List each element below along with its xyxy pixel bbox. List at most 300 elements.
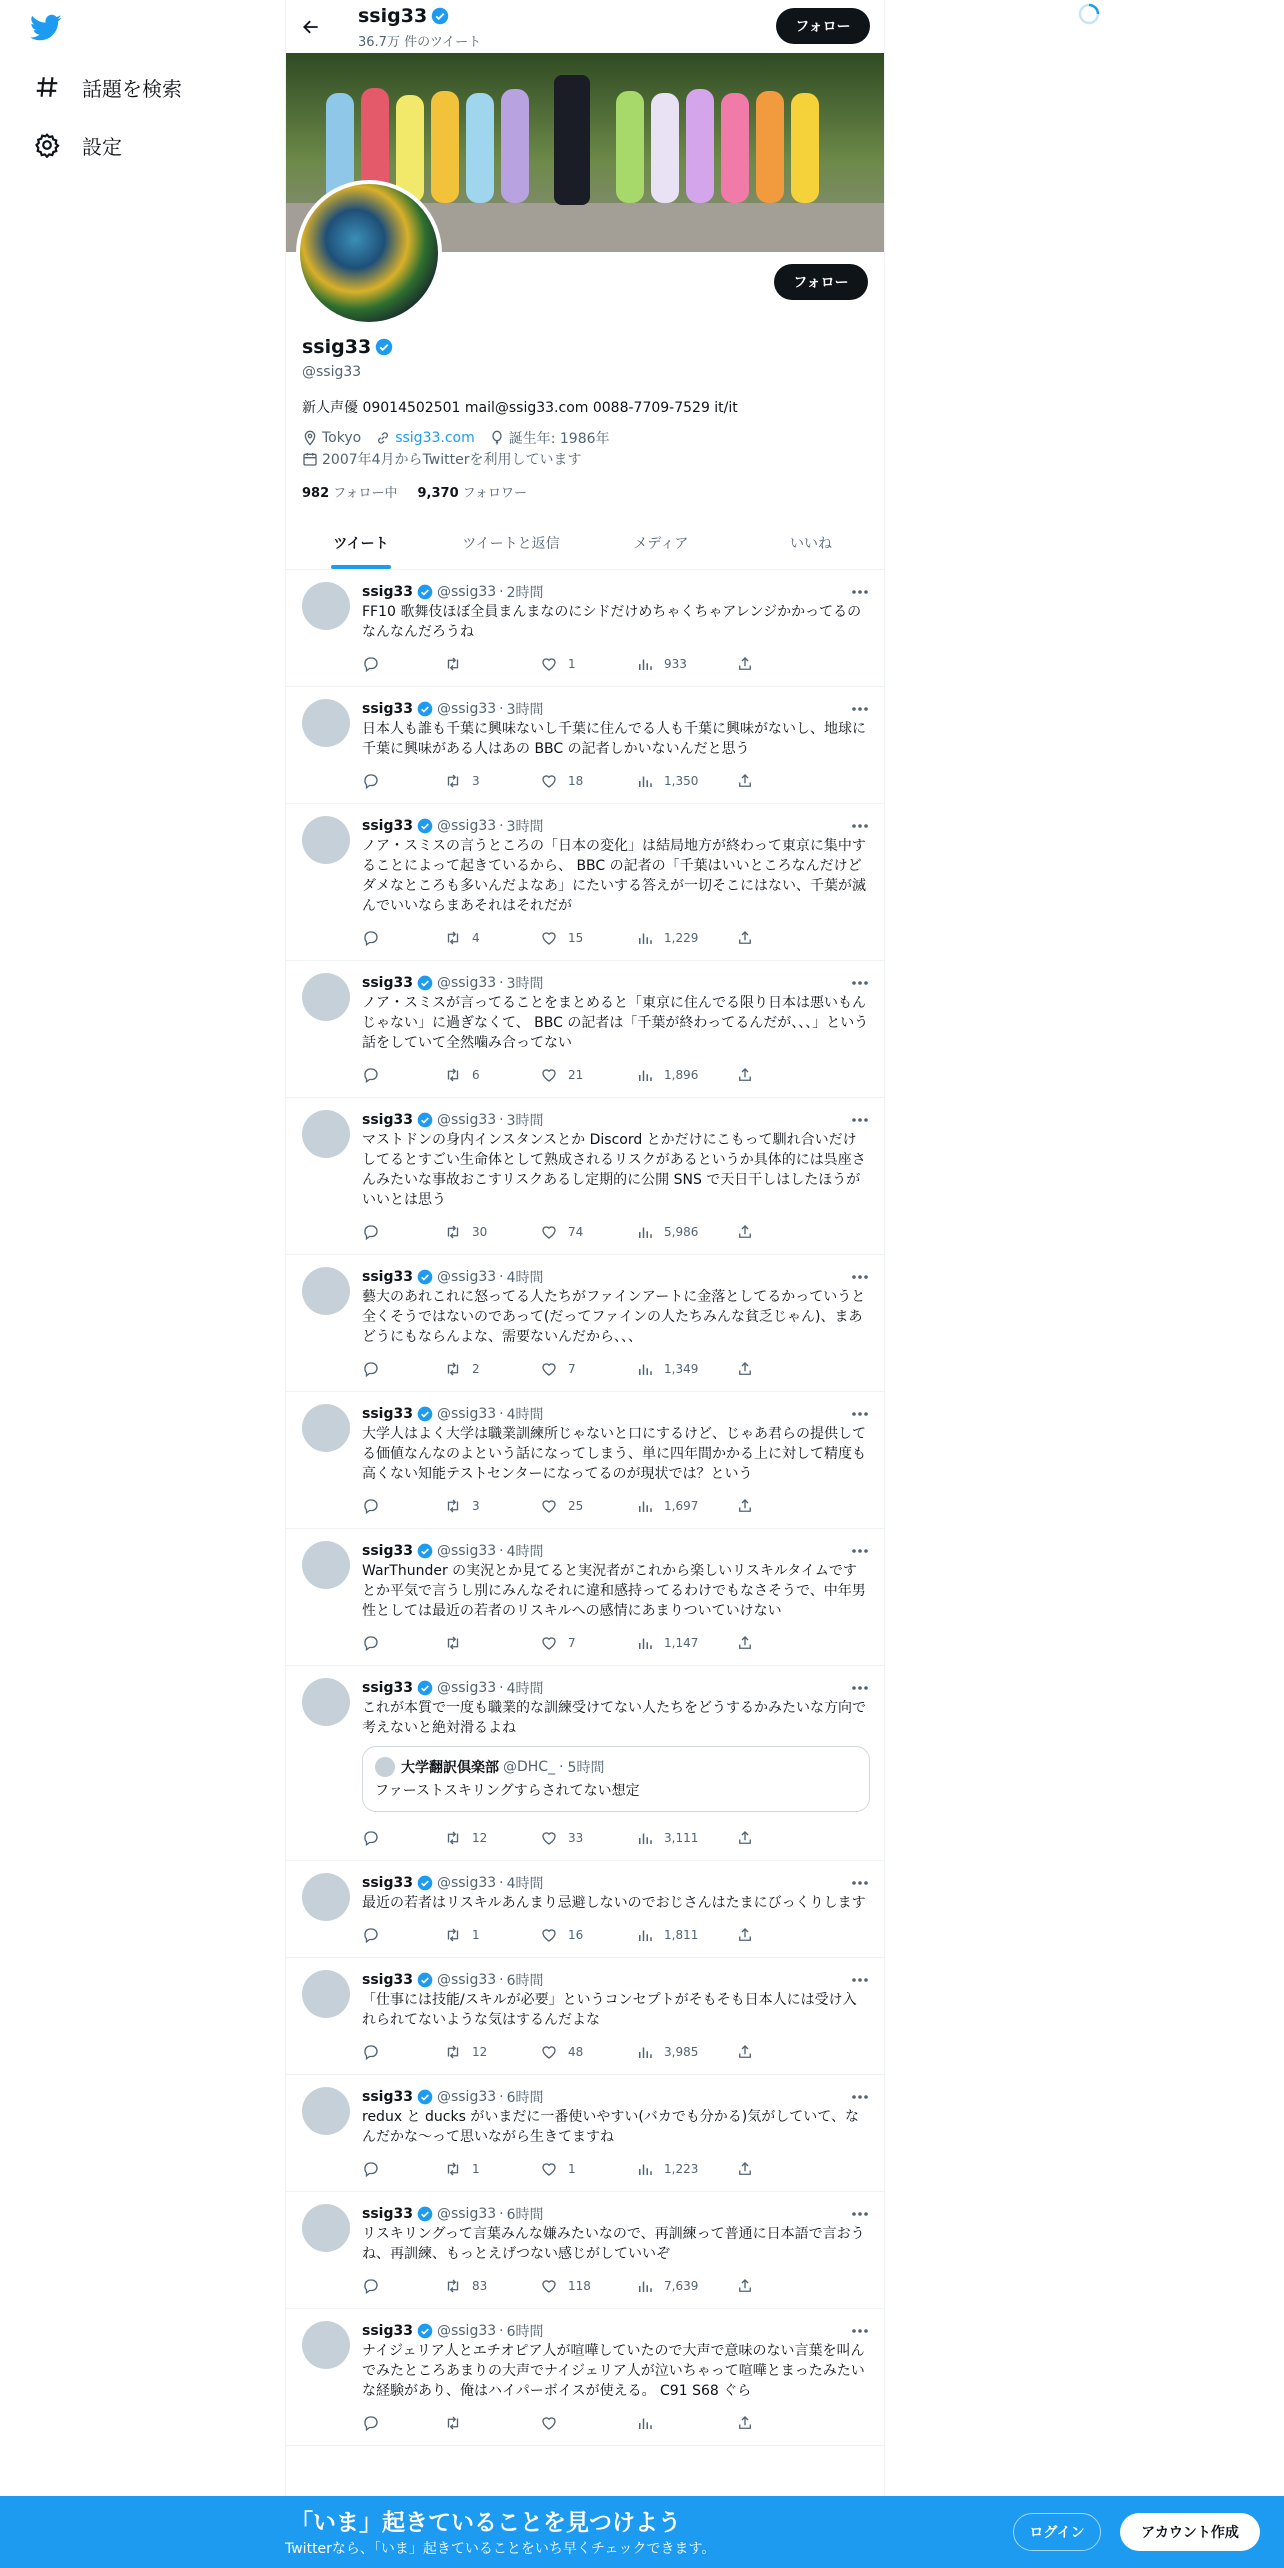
- tweet-header: [362, 2321, 870, 2341]
- views-button[interactable]: [636, 1829, 736, 1847]
- reply-button[interactable]: [362, 929, 444, 947]
- bar-chart-icon: [636, 772, 664, 790]
- tweet-time[interactable]: 3時間: [506, 976, 544, 992]
- profile-website-link[interactable]: ssig33.com: [395, 430, 475, 446]
- retweet-button[interactable]: [444, 2277, 540, 2295]
- more-options-icon[interactable]: [850, 1680, 870, 1696]
- tweet-actions: [362, 759, 870, 803]
- tweet-text: 藝大のあれこれに怒ってる人たちがファインアートに金落としてるかっていうと全くそうではないのであって(だってファインの人たちみんな貧乏じゃん)、まあどうにもならんよな、需要ないんだから、、、: [362, 1289, 866, 1345]
- views-button[interactable]: [636, 2414, 736, 2432]
- like-button[interactable]: [540, 1223, 636, 1241]
- share-button[interactable]: [736, 655, 764, 673]
- verified-badge-icon: [417, 1269, 433, 1285]
- like-count: 33: [568, 1831, 584, 1845]
- tweet-author-name[interactable]: ssig33: [362, 2089, 413, 2105]
- tweet-time[interactable]: 6時間: [506, 1973, 544, 1989]
- twitter-logo-icon[interactable]: [30, 14, 62, 42]
- separator-dot: ·: [499, 1269, 504, 1285]
- tab-tweets[interactable]: ツイート: [286, 517, 436, 569]
- more-options-icon[interactable]: [850, 1875, 870, 1891]
- more-options-icon[interactable]: [850, 975, 870, 991]
- tweet-author-handle[interactable]: @ssig33: [436, 2206, 497, 2222]
- profile-follow-button[interactable]: フォロー: [774, 264, 868, 300]
- separator-dot: ·: [499, 1875, 504, 1891]
- share-button[interactable]: [736, 2160, 764, 2178]
- tweet-body: [362, 1970, 870, 2074]
- views-button[interactable]: [636, 1926, 736, 1944]
- tweet-time[interactable]: 4時間: [506, 1681, 544, 1697]
- reply-button[interactable]: [362, 2414, 444, 2432]
- main-column: [285, 0, 885, 2568]
- more-options-icon[interactable]: [850, 1112, 870, 1128]
- retweet-count: 2: [472, 1362, 480, 1376]
- tweet-author-handle[interactable]: @ssig33: [436, 975, 497, 991]
- share-button[interactable]: [736, 1360, 764, 1378]
- tweet-body: [362, 2204, 870, 2308]
- bar-chart-icon: [636, 2277, 664, 2295]
- share-button[interactable]: [736, 772, 764, 790]
- tweet[interactable]: [286, 1666, 885, 1861]
- quoted-author-name: 大学翻訳倶楽部: [401, 1760, 499, 1776]
- like-button[interactable]: [540, 772, 636, 790]
- retweet-button[interactable]: [444, 929, 540, 947]
- tweet-actions: [362, 1053, 870, 1097]
- tweet-actions: [362, 1913, 870, 1957]
- avatar[interactable]: [302, 816, 350, 864]
- tweet-body: [362, 1873, 870, 1957]
- tweet-author-name[interactable]: ssig33: [362, 1269, 413, 1285]
- tweet-author-name[interactable]: ssig33: [362, 1112, 413, 1128]
- view-count: 1,697: [664, 1499, 699, 1513]
- like-button[interactable]: [540, 1360, 636, 1378]
- share-button[interactable]: [736, 2043, 764, 2061]
- tweet-time[interactable]: 6時間: [506, 2207, 544, 2223]
- like-count: 118: [568, 2279, 591, 2293]
- tweet[interactable]: [286, 961, 885, 1098]
- quoted-author-handle: @DHC_: [503, 1759, 556, 1775]
- heart-icon: [540, 1066, 568, 1084]
- retweet-button[interactable]: [444, 772, 540, 790]
- tweet-author-handle[interactable]: @ssig33: [436, 584, 497, 600]
- like-count: 16: [568, 1928, 584, 1942]
- separator-dot: ·: [559, 1759, 564, 1775]
- share-button[interactable]: [736, 1223, 764, 1241]
- share-button[interactable]: [736, 1634, 764, 1652]
- share-button[interactable]: [736, 2414, 764, 2432]
- tweet-author-name[interactable]: ssig33: [362, 701, 413, 717]
- like-button[interactable]: [540, 929, 636, 947]
- view-count: 3,985: [664, 2045, 699, 2059]
- like-button[interactable]: [540, 2043, 636, 2061]
- avatar[interactable]: [302, 1970, 350, 2018]
- retweet-icon: [444, 772, 472, 790]
- views-button[interactable]: [636, 1497, 736, 1515]
- retweet-count: 6: [472, 1068, 480, 1082]
- tweet[interactable]: [286, 2075, 885, 2192]
- tab-likes[interactable]: いいね: [790, 536, 832, 552]
- retweet-button[interactable]: [444, 1926, 540, 1944]
- profile-name: [302, 336, 393, 358]
- quoted-tweet-header: [375, 1757, 857, 1777]
- share-button[interactable]: [736, 1066, 764, 1084]
- tweet-body: [362, 816, 870, 960]
- avatar[interactable]: [302, 1873, 350, 1921]
- tweet-time[interactable]: 2時間: [506, 585, 544, 601]
- tweet-time[interactable]: 3時間: [506, 819, 544, 835]
- separator-dot: ·: [499, 2206, 504, 2222]
- reply-button[interactable]: [362, 655, 444, 673]
- like-button[interactable]: [540, 1497, 636, 1515]
- tweet-text: マストドンの身内インスタンスとか Discord とかだけにこもって馴れ合いだけしてるとすごい生命体として熟成されるリスクがあるというか具体的には呉座さんみたいな事故おこすリスクあるし定期的に公開 SNS で天日干しはしたほうがいいとは思う: [362, 1132, 866, 1208]
- reply-icon: [362, 1066, 390, 1084]
- bar-chart-icon: [636, 2160, 664, 2178]
- retweet-button[interactable]: [444, 1360, 540, 1378]
- tweet[interactable]: [286, 1098, 885, 1255]
- tweet-time[interactable]: 4時間: [506, 1407, 544, 1423]
- retweet-button[interactable]: [444, 655, 540, 673]
- separator-dot: ·: [499, 1112, 504, 1128]
- retweet-button[interactable]: [444, 2043, 540, 2061]
- reply-icon: [362, 1829, 390, 1847]
- tweet-actions: [362, 916, 870, 960]
- avatar[interactable]: [302, 973, 350, 1021]
- loading-spinner-icon: [1077, 2, 1101, 26]
- like-button[interactable]: [540, 2160, 636, 2178]
- tweet[interactable]: [286, 1861, 885, 1958]
- like-button[interactable]: [540, 1829, 636, 1847]
- header-follow-button[interactable]: フォロー: [776, 8, 870, 44]
- retweet-icon: [444, 1066, 472, 1084]
- tweet-author-handle[interactable]: @ssig33: [436, 701, 497, 717]
- nav-explore-label: 話題を検索: [82, 76, 182, 101]
- share-icon: [736, 1360, 764, 1378]
- tweet[interactable]: [286, 2309, 885, 2446]
- tweet-time[interactable]: 4時間: [506, 1544, 544, 1560]
- hashtag-icon: [34, 74, 60, 100]
- views-button[interactable]: [636, 1634, 736, 1652]
- like-button[interactable]: [540, 2277, 636, 2295]
- followers-link[interactable]: [418, 482, 527, 501]
- tweet-author-name[interactable]: ssig33: [362, 975, 413, 991]
- tweet-actions: [362, 2401, 870, 2445]
- avatar[interactable]: [302, 1541, 350, 1589]
- tweet-author-handle[interactable]: @ssig33: [436, 2089, 497, 2105]
- separator-dot: ·: [499, 2323, 504, 2339]
- avatar[interactable]: [302, 1678, 350, 1726]
- more-options-icon[interactable]: [850, 2323, 870, 2339]
- heart-icon: [540, 2414, 568, 2432]
- tweet-author-name[interactable]: ssig33: [362, 1875, 413, 1891]
- tweet-body: [362, 1267, 870, 1391]
- reply-button[interactable]: [362, 1634, 444, 1652]
- tweet-author-handle[interactable]: @ssig33: [436, 1406, 497, 1422]
- tweet-author-handle[interactable]: @ssig33: [436, 1680, 497, 1696]
- link-icon: [375, 430, 391, 446]
- more-options-icon[interactable]: [850, 1543, 870, 1559]
- tweet[interactable]: [286, 804, 885, 961]
- retweet-button[interactable]: [444, 1223, 540, 1241]
- verified-badge-icon: [417, 818, 433, 834]
- reply-button[interactable]: [362, 1829, 444, 1847]
- left-navigation: [0, 0, 285, 200]
- bar-chart-icon: [636, 1829, 664, 1847]
- share-icon: [736, 2043, 764, 2061]
- more-options-icon[interactable]: [850, 818, 870, 834]
- followers-count: 9,370: [417, 486, 459, 501]
- tweet-body: [362, 1678, 870, 1860]
- tweet-time[interactable]: 4時間: [506, 1270, 544, 1286]
- share-button[interactable]: [736, 929, 764, 947]
- reply-icon: [362, 1360, 390, 1378]
- tweet-header: [362, 2087, 870, 2107]
- reply-button[interactable]: [362, 2277, 444, 2295]
- like-count: 21: [568, 1068, 584, 1082]
- bar-chart-icon: [636, 1497, 664, 1515]
- share-icon: [736, 1066, 764, 1084]
- tweet-author-handle[interactable]: @ssig33: [436, 1972, 497, 1988]
- retweet-icon: [444, 2160, 472, 2178]
- tweet-body: [362, 582, 870, 686]
- heart-icon: [540, 1360, 568, 1378]
- tweet-time[interactable]: 6時間: [506, 2324, 544, 2340]
- views-button[interactable]: [636, 2277, 736, 2295]
- retweet-button[interactable]: [444, 2414, 540, 2432]
- like-count: 7: [568, 1636, 576, 1650]
- reply-button[interactable]: [362, 2160, 444, 2178]
- retweet-count: 30: [472, 1225, 488, 1239]
- retweet-button[interactable]: [444, 1634, 540, 1652]
- view-count: 1,896: [664, 1068, 699, 1082]
- like-button[interactable]: [540, 2414, 636, 2432]
- tweet-header: [362, 1970, 870, 1990]
- tweet-header: [362, 1404, 870, 1424]
- tweet-author-handle[interactable]: @ssig33: [436, 1269, 497, 1285]
- tweet[interactable]: [286, 687, 885, 804]
- heart-icon: [540, 2160, 568, 2178]
- like-button[interactable]: [540, 1926, 636, 1944]
- retweet-button[interactable]: [444, 1829, 540, 1847]
- more-options-icon[interactable]: [850, 584, 870, 600]
- tweet-author-name[interactable]: ssig33: [362, 2206, 413, 2222]
- views-button[interactable]: [636, 655, 736, 673]
- retweet-button[interactable]: [444, 2160, 540, 2178]
- tweet-actions: [362, 2147, 870, 2191]
- reply-button[interactable]: [362, 1223, 444, 1241]
- tweet-author-handle[interactable]: @ssig33: [436, 2323, 497, 2339]
- tweet-author-name[interactable]: ssig33: [362, 1972, 413, 1988]
- reply-button[interactable]: [362, 1360, 444, 1378]
- tweet-author-handle[interactable]: @ssig33: [436, 818, 497, 834]
- profile-tabs: [286, 517, 885, 570]
- reply-button[interactable]: [362, 1926, 444, 1944]
- reply-icon: [362, 2043, 390, 2061]
- verified-badge-icon: [417, 1543, 433, 1559]
- share-icon: [736, 1829, 764, 1847]
- heart-icon: [540, 1497, 568, 1515]
- more-options-icon[interactable]: [850, 701, 870, 717]
- reply-icon: [362, 2277, 390, 2295]
- calendar-icon: [302, 451, 318, 467]
- verified-badge-icon: [417, 1680, 433, 1696]
- following-link[interactable]: [302, 482, 398, 501]
- avatar[interactable]: [302, 1404, 350, 1452]
- view-count: 933: [664, 657, 687, 671]
- tweet[interactable]: [286, 2192, 885, 2309]
- tweet-time[interactable]: 4時間: [506, 1876, 544, 1892]
- tweet-header: [362, 1678, 870, 1698]
- tweet-body: [362, 1110, 870, 1254]
- view-count: 1,349: [664, 1362, 699, 1376]
- avatar: [375, 1757, 395, 1777]
- tweet[interactable]: [286, 1529, 885, 1666]
- more-options-icon[interactable]: [850, 1972, 870, 1988]
- header-name-text: ssig33: [358, 5, 428, 27]
- avatar[interactable]: [302, 2087, 350, 2135]
- separator-dot: ·: [499, 1680, 504, 1696]
- share-button[interactable]: [736, 1497, 764, 1515]
- avatar[interactable]: [302, 699, 350, 747]
- heart-icon: [540, 2277, 568, 2295]
- retweet-icon: [444, 655, 472, 673]
- tweet-time[interactable]: 3時間: [506, 702, 544, 718]
- tweet-author-handle[interactable]: @ssig33: [436, 1543, 497, 1559]
- tweet[interactable]: [286, 1392, 885, 1529]
- tweet-author-name[interactable]: ssig33: [362, 584, 413, 600]
- tweet-timeline: [286, 570, 885, 2446]
- views-button[interactable]: [636, 2160, 736, 2178]
- tweet-author-handle[interactable]: @ssig33: [436, 1112, 497, 1128]
- profile-birthday: [489, 428, 610, 448]
- tweet-time[interactable]: 6時間: [506, 2090, 544, 2106]
- views-button[interactable]: [636, 1066, 736, 1084]
- avatar[interactable]: [302, 582, 350, 630]
- bar-chart-icon: [636, 1634, 664, 1652]
- more-options-icon[interactable]: [850, 1269, 870, 1285]
- tweet-header: [362, 1110, 870, 1130]
- nav-explore[interactable]: [34, 67, 182, 107]
- profile-location-text: Tokyo: [322, 430, 362, 446]
- reply-button[interactable]: [362, 1497, 444, 1515]
- reply-icon: [362, 772, 390, 790]
- bar-chart-icon: [636, 2043, 664, 2061]
- separator-dot: ·: [499, 975, 504, 991]
- views-button[interactable]: [636, 772, 736, 790]
- like-button[interactable]: [540, 1634, 636, 1652]
- tweet-header: [362, 816, 870, 836]
- profile-avatar[interactable]: [296, 180, 442, 326]
- share-icon: [736, 1926, 764, 1944]
- tweet-text: ナイジェリア人とエチオピア人が喧嘩していたので大声で意味のない言葉を叫んでみたところあまりの大声でナイジェリア人が泣いちゃって喧嘩とまったみたいな経験があり、俺はハイパーボイスが使える。 C91 S68 ぐら: [362, 2343, 865, 2399]
- reply-icon: [362, 2160, 390, 2178]
- share-icon: [736, 1634, 764, 1652]
- tweet[interactable]: [286, 1255, 885, 1392]
- share-icon: [736, 772, 764, 790]
- reply-icon: [362, 1223, 390, 1241]
- heart-icon: [540, 1829, 568, 1847]
- separator-dot: ·: [499, 1543, 504, 1559]
- more-options-icon[interactable]: [850, 2206, 870, 2222]
- tweet-actions: [362, 2030, 870, 2074]
- reply-button[interactable]: [362, 1066, 444, 1084]
- reply-icon: [362, 2414, 390, 2432]
- reply-button[interactable]: [362, 2043, 444, 2061]
- profile-name-text: ssig33: [302, 336, 372, 358]
- share-button[interactable]: [736, 1926, 764, 1944]
- more-options-icon[interactable]: [850, 2089, 870, 2105]
- retweet-icon: [444, 1497, 472, 1515]
- tweet-author-name[interactable]: ssig33: [362, 2323, 413, 2339]
- tweet-author-name[interactable]: ssig33: [362, 1680, 413, 1696]
- verified-badge-icon: [417, 1112, 433, 1128]
- heart-icon: [540, 1223, 568, 1241]
- tab-media[interactable]: メディア: [633, 536, 689, 552]
- tweet-actions: [362, 1621, 870, 1665]
- views-button[interactable]: [636, 2043, 736, 2061]
- share-button[interactable]: [736, 2277, 764, 2295]
- tweet-author-name[interactable]: ssig33: [362, 1406, 413, 1422]
- view-count: 1,223: [664, 2162, 699, 2176]
- profile-meta: [302, 428, 624, 448]
- tweet-author-name[interactable]: ssig33: [362, 818, 413, 834]
- verified-badge-icon: [417, 2089, 433, 2105]
- views-button[interactable]: [636, 1360, 736, 1378]
- avatar[interactable]: [302, 1110, 350, 1158]
- tweet[interactable]: [286, 1958, 885, 2075]
- signup-button[interactable]: アカウント作成: [1120, 2513, 1260, 2551]
- bar-chart-icon: [636, 1223, 664, 1241]
- retweet-icon: [444, 1360, 472, 1378]
- retweet-icon: [444, 1926, 472, 1944]
- login-button[interactable]: ログイン: [1013, 2513, 1101, 2551]
- bar-chart-icon: [636, 1360, 664, 1378]
- bar-chart-icon: [636, 929, 664, 947]
- separator-dot: ·: [499, 584, 504, 600]
- more-options-icon[interactable]: [850, 1406, 870, 1422]
- retweet-button[interactable]: [444, 1497, 540, 1515]
- bar-chart-icon: [636, 655, 664, 673]
- avatar[interactable]: [302, 2204, 350, 2252]
- tweet-author-name[interactable]: ssig33: [362, 1543, 413, 1559]
- avatar[interactable]: [302, 1267, 350, 1315]
- view-count: 5,986: [664, 1225, 699, 1239]
- view-count: 7,639: [664, 2279, 699, 2293]
- reply-button[interactable]: [362, 772, 444, 790]
- back-arrow-icon[interactable]: [296, 12, 326, 42]
- tweet-author-handle[interactable]: @ssig33: [436, 1875, 497, 1891]
- view-count: 3,111: [664, 1831, 699, 1845]
- tweet-time[interactable]: 3時間: [506, 1113, 544, 1129]
- share-button[interactable]: [736, 1829, 764, 1847]
- views-button[interactable]: [636, 1223, 736, 1241]
- tweet-text: WarThunder の実況とか見てると実況者がこれから楽しいリスキルタイムですとか平気で言うし別にみんなそれに違和感持ってるわけでもなさそうで、中年男性としては最近の若者のリスキルへの感情にあまりついていけない: [362, 1563, 866, 1619]
- like-button[interactable]: [540, 655, 636, 673]
- quoted-tweet[interactable]: [362, 1746, 870, 1812]
- verified-badge-icon: [417, 1972, 433, 1988]
- nav-settings[interactable]: [34, 125, 122, 165]
- retweet-button[interactable]: [444, 1066, 540, 1084]
- profile-website[interactable]: [375, 430, 475, 446]
- like-button[interactable]: [540, 1066, 636, 1084]
- bar-chart-icon: [636, 1926, 664, 1944]
- tweet-body: [362, 1541, 870, 1665]
- profile-joined-text: 2007年4月からTwitterを利用しています: [322, 452, 582, 468]
- tweet-actions: [362, 2264, 870, 2308]
- tab-tweets-and-replies[interactable]: ツイートと返信: [462, 536, 560, 552]
- views-button[interactable]: [636, 929, 736, 947]
- tweet-header: [362, 2204, 870, 2224]
- avatar[interactable]: [302, 2321, 350, 2369]
- tweet[interactable]: [286, 570, 885, 687]
